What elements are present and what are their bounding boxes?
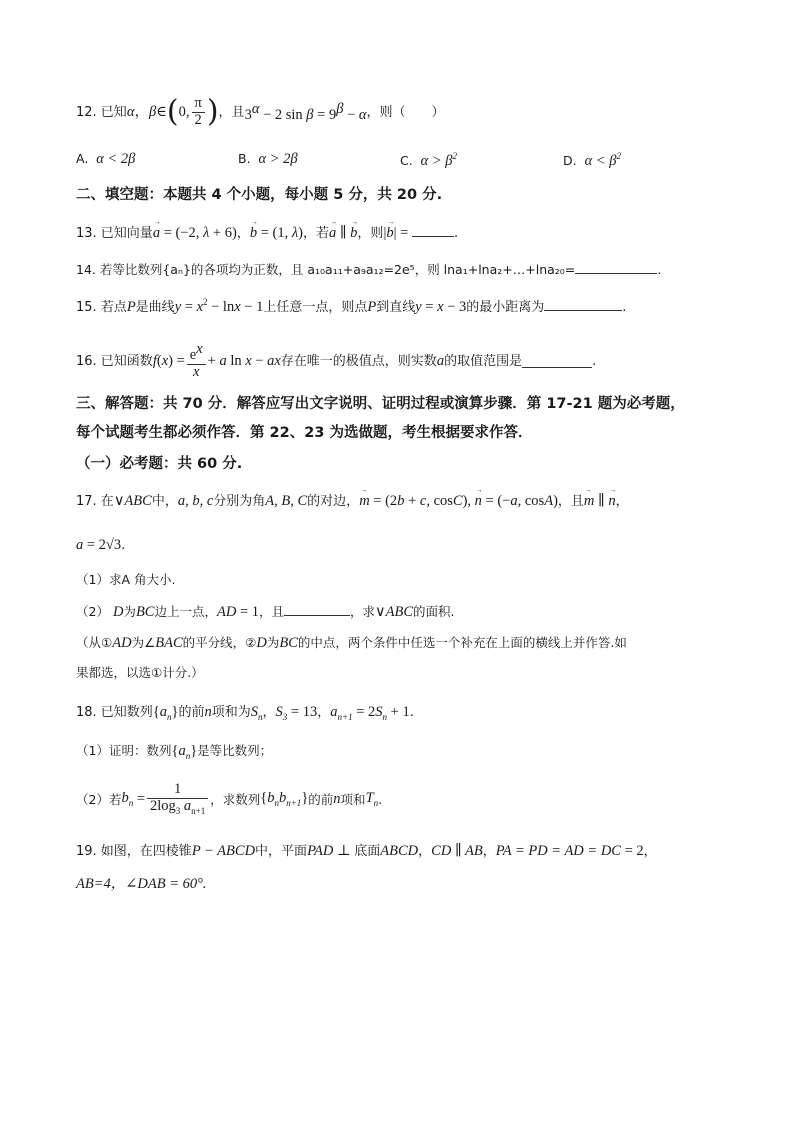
question-18: 18. 已知数列$\{a_n\}$的前n项和为$S_n$，$S_3 = 13$，$a_{n+1} = 2S_n + 1$.	[76, 704, 414, 722]
question-19: 19. 如图，在四棱锥P − ABCD中，平面PAD ⊥ 底面ABCD，CD ∥ AB，PA = PD = AD = DC = 2，	[76, 843, 657, 859]
bn-frac: $\frac{1}{2\log_3 a_{n+1}}$	[147, 782, 208, 817]
q15-answer-blank	[544, 298, 622, 311]
q18-part-1: （1）证明：数列$\{a_n\}$是等比数列；	[76, 743, 273, 761]
q12-text2: ，则（ ）	[366, 104, 445, 120]
question-16: 16. 已知函数 f (x) = $\frac{e^x}{x}$ + a ln x − ax 存在唯一的极值点，则实数 a 的取值范围是 .	[76, 341, 597, 380]
ex-over-x-frac: $\frac{e^x}{x}$	[187, 342, 206, 381]
q17-given-a: a = 2√3.	[76, 537, 126, 553]
q12-alpha: α	[126, 103, 135, 120]
question-15: 15. 若点P是曲线$y = x^2 - \ln x - 1$上任意一点，则点P到直线y = x − 3的最小距离为 .	[76, 297, 627, 315]
question-14: 14. 若等比数列{aₙ}的各项均为正数，且 a₁₀a₁₁+a₉a₁₂=2e⁵，则 lna₁+lna₂+…+lna₂₀= .	[76, 262, 662, 277]
q13-answer-blank	[412, 224, 454, 237]
q12-choice-d: D. $\alpha < \beta^2$	[563, 151, 621, 169]
subsection-required: （一）必考题：共 60 分.	[76, 456, 243, 472]
q12-lead: 12. 已知	[76, 104, 127, 120]
section-3-heading-line2: 每个试题考生都必须作答．第 22、23 为选做题，考生根据要求作答．	[76, 425, 533, 441]
section-3-heading-line1: 三、解答题：共 70 分．解答应写出文字说明、证明过程或演算步骤．第 17-21 题为必考题，	[76, 396, 685, 412]
q16-answer-blank	[522, 355, 592, 368]
paren-left: (	[166, 94, 179, 130]
question-17: 17. 在∨ABC中，a, b, c分别为角A, B, C的对边，→ m = (2b + c, cosC), → n = (−a, cosA)，且→ m ∥ → n，	[76, 493, 629, 510]
q12-text1: ，且	[218, 104, 245, 120]
q17-part-1: （1）求A 角大小.	[76, 572, 176, 587]
question-13: 13. 已知向量→ a = (−2, λ + 6)，→ b = (1, λ)，若→ a ∥ → b，则|→ b| = .	[76, 224, 458, 242]
q17-condition-blank	[284, 603, 350, 616]
q19-line2: AB=4，∠DAB = 60°.	[76, 876, 207, 892]
q14-answer-blank	[575, 261, 657, 274]
q12-choice-c: C. $\alpha > \beta^2$	[400, 151, 458, 169]
q12-choice-a: A. α < 2β	[76, 151, 136, 167]
q18-part-2: （2）若 $b_n$ = $\frac{1}{2\log_3 a_{n+1}}$ ，求数列 $\{b_nb_{n+1}\}$ 的前 n 项和 $T_n$ .	[76, 781, 383, 816]
section-2-heading: 二、填空题：本题共 4 个小题，每小题 5 分，共 20 分.	[76, 187, 443, 203]
q12-equation: $3^\alpha - 2$ $\sin \beta = 9^\beta - \alpha$	[244, 100, 367, 123]
paren-right: )	[206, 94, 219, 130]
q12-beta-in: β	[148, 103, 157, 120]
pi-half-frac: $\frac{\pi}{2}$	[192, 96, 205, 129]
q17-part-2: （2） D为BC边上一点，AD = 1，且 ，求∨ABC的面积.	[76, 604, 455, 620]
q12-choice-b: B. α > 2β	[238, 151, 298, 167]
q17-note-line1: （从①AD为∠BAC的平分线，②D为BC的中点，两个条件中任选一个补充在上面的横线上并作答.如	[76, 635, 627, 651]
q17-note-line2: 果都选，以选①计分.）	[76, 665, 204, 680]
question-12: 12. 已知 α ， β ∈ ( 0, $\frac{\pi}{2}$ ) ，且 $3^\alpha - 2$ $\sin \beta = 9^\beta - \alpha$ ，则（ ）	[76, 94, 445, 130]
